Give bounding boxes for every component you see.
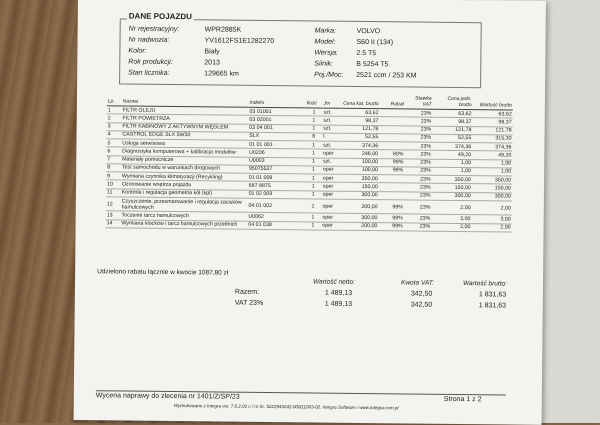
summary-total-label: Razem: [234,288,260,296]
value-make: VOLVO [356,27,381,36]
value-color: Biały [204,48,220,56]
cell-vat: 23% [404,200,432,215]
cell-vat: 23% [405,125,433,134]
cell-price: 100,00 [341,158,379,167]
value-version: 2.5 T5 [356,49,377,58]
cell-index: 687 8875 [248,182,305,191]
cell-price: 200,00 [340,222,378,231]
header-unit-price: Cena jedn. brutto [432,95,472,110]
cell-price: 300,00 [340,214,378,223]
cell-gross: 350,00 [472,176,512,185]
cell-lp: 1 [107,106,122,114]
repair-estimate-document [74,0,546,425]
cell-index: 01 01 001 [248,140,305,149]
cell-vat: 23% [404,167,432,176]
cell-unit-price: 63,62 [432,109,472,118]
footer-order: Wycena naprawy do zlecenia nr 1401/Z/SP/23 [95,392,240,401]
cell-qty: 1 [305,199,322,214]
header-index: Indeks [249,93,306,108]
cell-price: 52,55 [341,133,379,142]
cell-discount [379,183,404,192]
header-lp: Lp. [107,91,122,106]
cell-name: Usługa serwisowa [121,139,248,149]
cell-lp: 12 [106,197,121,211]
cell-index: U0062 [247,213,304,222]
cell-unit-price: 1,00 [432,167,472,176]
cell-qty: 1 [305,124,322,132]
cell-vat: 23% [405,134,433,143]
cell-price: 121,78 [341,125,379,134]
cell-vat: 23% [404,192,432,201]
cell-gross: 374,36 [472,143,512,152]
vehicle-data-box [119,11,482,88]
cell-name: Wymiana czynnika klimatyzacji (Recykling) [121,172,248,182]
cell-discount [380,109,405,118]
cell-gross: 63,62 [473,110,513,119]
cell-discount [379,133,404,142]
summary-vat-header: Kwota VAT: [400,279,435,287]
cell-vat: 23% [404,159,432,168]
cell-unit-price: 52,55 [432,134,472,143]
label-engine: Silnik: [314,60,334,68]
cell-qty: 1 [305,157,322,165]
cell-lp: 8 [106,164,121,172]
cell-discount: 99% [378,214,403,223]
cell-discount: 99% [379,200,405,215]
cell-gross: 49,20 [472,151,512,160]
vehicle-data-title: DANE POJAZDU [128,11,192,22]
cell-unit: oper [321,222,340,230]
cell-discount [379,117,404,126]
cell-qty: 6 [305,133,322,141]
cell-name: Test samochodu w warunkach drogowych [121,164,248,174]
cell-price: 300,00 [341,191,379,200]
cell-name: Wymiana klocków i tarcz hamulcowych przednich [120,219,247,229]
label-version: Wersja: [314,49,339,57]
summary-rate-vat: 342,50 [410,301,433,309]
label-year: Rok produkcji: [128,58,173,66]
cell-lp: 5 [106,139,121,147]
summary-net-header: Wartość netto: [312,278,355,286]
header-qty: Ilość [306,93,323,108]
cell-gross: 150,00 [472,184,512,193]
header-name: Nazwa [122,91,249,107]
summary-total-vat: 342,50 [410,290,433,298]
cell-name: CASTROL EDGE SLX 5W30 [121,131,248,141]
cell-gross: 300,00 [472,192,512,201]
cell-vat: 23% [404,183,432,192]
cell-unit: szt. [322,125,341,133]
value-vin: YV1612FS1E1282270 [204,37,275,46]
cell-lp: 13 [106,211,121,219]
cell-name: Kontrola i regulacja geometria kół (kpl) [121,189,248,199]
cell-unit-price: 1,00 [432,159,472,168]
cell-unit: l. [322,133,341,141]
value-capacity: 2521 ccm / 253 KM [356,71,417,80]
cell-unit: oper [322,191,341,199]
cell-lp: 2 [107,114,122,122]
value-engine: B 5254 T5 [356,60,389,69]
cell-lp: 14 [106,219,121,227]
summary-gross-header: Wartość brutto: [462,280,507,288]
cell-unit-price: 3,00 [431,214,471,223]
cell-index: 03 02001 [248,116,305,125]
cell-vat: 23% [405,142,433,151]
cell-index: U0206 [248,149,305,158]
cell-unit: szt. [322,158,341,166]
cell-index: 01 02 009 [248,190,305,199]
cell-unit-price: 98,37 [432,117,472,126]
cell-index: 03 04 001 [248,124,305,133]
cell-discount [379,125,404,134]
cell-index: 04 01 002 [247,198,304,213]
cell-unit: szt. [322,116,341,124]
cell-lp: 9 [106,172,121,180]
cell-qty: 1 [305,166,322,174]
label-model: Model: [314,38,336,46]
cell-index: U0003 [248,157,305,166]
cell-name: FILTR OLEJU [122,106,249,116]
cell-price: 100,00 [341,166,379,175]
cell-price: 200,00 [340,199,378,214]
value-registration: WPR2885K [204,26,242,34]
header-discount: Rabat [380,94,406,109]
cell-gross: 2,00 [472,201,512,216]
cell-unit: oper [321,213,340,221]
summary-total-net: 1 489,13 [324,289,353,297]
cell-qty: 1 [305,182,322,190]
footer-software: Wydrukowano z Integra ver. 7.6.2.01 c / nr lic. 5222943242-00001D03-02. Integra Software / www.integra.com.pl [173,403,399,411]
cell-discount [379,142,404,151]
cell-discount: 99% [379,158,404,167]
cell-lp: 7 [106,155,121,163]
cell-lp: 10 [106,180,121,188]
cell-gross: 3,00 [471,215,511,224]
cell-qty: 1 [305,141,322,149]
cell-price: 150,00 [341,183,379,192]
label-make: Marka: [314,27,337,35]
cell-qty: 1 [305,116,322,124]
cell-gross: 1,00 [472,159,512,168]
cell-vat: 23% [404,214,432,223]
cell-unit: szt. [322,141,341,149]
cell-name: Materiały pomocnicze [121,156,248,166]
cell-name: Czyszczenie, przesmarowanie i regulacja zacisków hamulcowych [121,197,248,213]
cell-lp: 11 [106,188,121,196]
cell-unit: oper [322,149,341,157]
cell-lp: 4 [107,131,122,139]
cell-gross: 121,78 [472,126,512,135]
cell-qty: 1 [306,108,323,116]
cell-unit: oper [321,199,340,214]
cell-lp: 3 [107,122,122,130]
cell-index: 03 01001 [248,107,305,116]
label-registration: Nr rejestracyjny: [128,25,180,34]
cell-qty: 1 [304,221,321,229]
cell-unit: oper [322,166,341,174]
cell-gross: 1,00 [472,167,512,176]
cell-unit-price: 2,00 [431,223,471,232]
cell-gross: 315,30 [472,134,512,143]
cell-vat: 23% [404,222,432,231]
cell-name: FILTR POWIETRZA [121,114,248,124]
cell-price: 63,62 [341,108,379,117]
cell-discount [379,191,404,200]
cell-unit: szt. [322,108,341,116]
cell-price: 98,37 [341,117,379,126]
cell-price: 350,00 [341,174,379,183]
cell-name: Diagnostyka komputerowa + kalibracja modułów [121,147,248,157]
cell-vat: 23% [404,175,432,184]
cell-unit-price: 150,00 [432,184,472,193]
cell-unit-price: 350,00 [432,175,472,184]
label-odometer: Stan licznika: [128,69,170,77]
label-vin: Nr nadwozia: [128,36,170,44]
cell-name: FILTR KABINOWY Z AKTYWNYM WĘGLEM [121,122,248,132]
summary-rate-net: 1 489,13 [324,300,353,308]
cell-unit-price: 300,00 [432,192,472,201]
cell-vat: 23% [405,117,433,126]
cell-discount: 99% [379,167,404,176]
cell-index: 04 01 038 [247,221,304,230]
footer-page-number: Strona 1 z 2 [443,395,482,404]
cell-unit: oper [322,182,341,190]
cell-discount: 80% [379,150,404,159]
header-gross: Wartość brutto [473,95,513,110]
cell-unit-price: 49,20 [432,151,472,160]
cell-price: 374,36 [341,141,379,150]
cell-gross: 2,00 [471,223,511,232]
cell-unit-price: 2,00 [431,200,471,215]
cell-price: 246,00 [341,150,379,159]
cell-qty: 1 [304,213,321,221]
header-vat: Stawka VAT [405,94,433,109]
items-table [106,91,513,232]
cell-index: SLX [248,132,305,141]
summary-rate-gross: 1 831,63 [478,302,507,310]
cell-qty: 1 [305,174,322,182]
value-odometer: 129665 km [204,70,239,78]
cell-qty: 1 [305,191,322,199]
cell-index: 95075537 [248,165,305,174]
cell-vat: 23% [405,109,433,118]
cell-discount: 99% [378,222,403,231]
cell-qty: 1 [305,149,322,157]
summary-rate-label: VAT 23% [234,299,264,307]
cell-vat: 23% [404,150,432,159]
cell-discount [379,175,404,184]
cell-lp: 6 [106,147,121,155]
label-capacity: Poj./Moc: [314,71,344,79]
label-color: Kolor: [128,47,147,55]
value-year: 2013 [204,59,220,67]
header-unit: Jm [323,94,342,109]
value-model: S60 II (134) [356,38,394,47]
cell-gross: 98,37 [472,118,512,127]
discount-note: Udzielono rabatu łącznie w kwocie 1087,80 zł [97,268,229,277]
cell-index: 01 01 009 [248,173,305,182]
items-table-body [106,106,513,232]
cell-unit-price: 121,78 [432,126,472,135]
header-price: Cena kat. brutto [342,94,380,109]
cell-name: Toczenie tarcz hamulcowych [120,211,247,221]
summary-total-gross: 1 831,63 [478,291,507,299]
cell-name: Ozonowanie wnętrza pojazdu [121,180,248,190]
cell-unit: oper [322,174,341,182]
cell-unit-price: 374,36 [432,142,472,151]
